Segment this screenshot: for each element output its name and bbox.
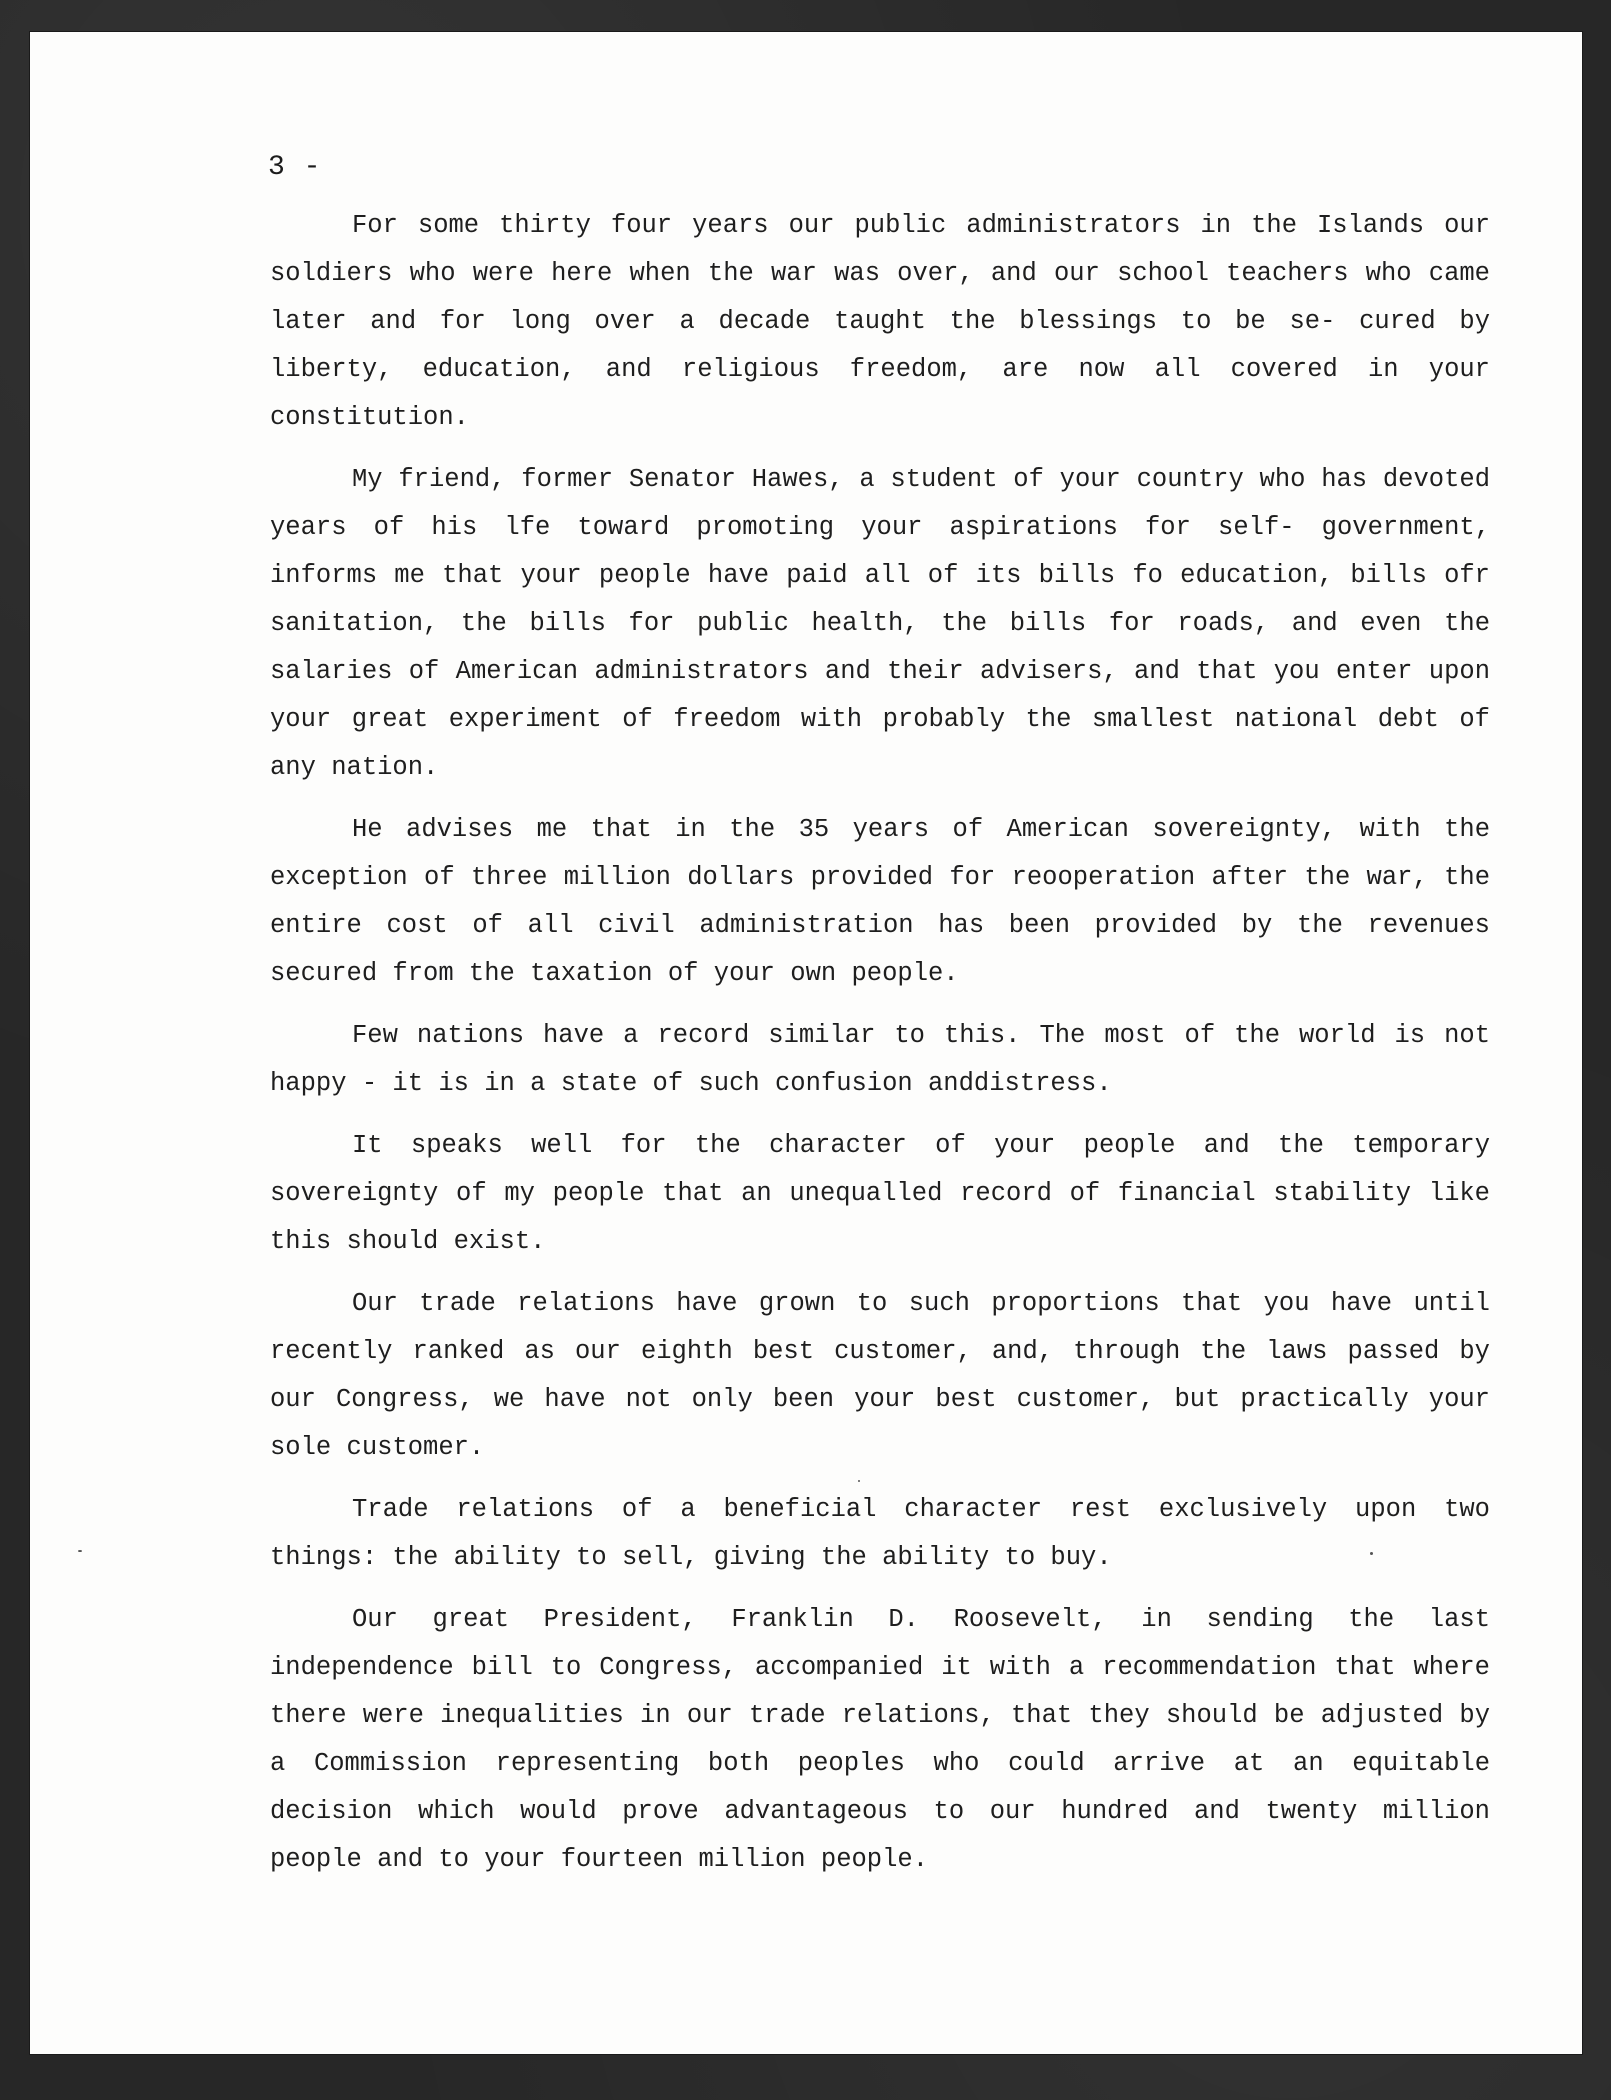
page-number: 3 - bbox=[268, 152, 322, 183]
paragraph-american-sovereignty: He advises me that in the 35 years of American sovereignty, with the exception of three million dollars provided for reooperation after the war, the entire cost of all civil administration has been provided by the revenues secured from the taxation of your own people. bbox=[270, 815, 1490, 988]
paragraph-senator-hawes: My friend, former Senator Hawes, a student of your country who has devoted years of his lfe toward promoting your aspirations for self- government, informs me that your people have paid all of its bills fo education, bills ofr sanitation, the bills for public health, the bills for roads, and even the salaries of American administrators and their advisers, and that you enter upon your great experiment of freedom with probably the smallest national debt of any nation. bbox=[270, 465, 1490, 782]
paragraph-roosevelt: Our great President, Franklin D. Roosevelt, in sending the last independence bill to Congress, accompanied it with a recommendation that where there were inequalities in our trade relations, that they should be adjusted by a Commission representing both peoples who could arrive at an equitable decision which would prove advantageous to our hundred and twenty million people and to your fourteen million people. bbox=[270, 1605, 1490, 1874]
scan-speck bbox=[858, 1480, 860, 1482]
paragraph-financial-stability: It speaks well for the character of your people and the temporary sovereignty of my people that an unequalled record of financial stability like this should exist. bbox=[270, 1131, 1490, 1256]
paragraph-beneficial-trade: Trade relations of a beneficial character rest exclusively upon two things: the ability to sell, giving the ability to buy. bbox=[270, 1495, 1490, 1572]
paragraph-few-nations: Few nations have a record similar to this. The most of the world is not happy - it is in a state of such confusion anddistress. bbox=[270, 1021, 1490, 1098]
document-page bbox=[30, 32, 1582, 2054]
scan-speck bbox=[78, 1550, 82, 1552]
scan-speck bbox=[1370, 1552, 1373, 1555]
paragraph-administrators: For some thirty four years our public administrators in the Islands our soldiers who were here when the war was over, and our school teachers who came later and for long over a decade taught the blessings to be se- cured by liberty, education, and religious freedom, are now all covered in your constitution. bbox=[270, 211, 1490, 432]
paragraph-trade-relations: Our trade relations have grown to such proportions that you have until recently ranked as our eighth best customer, and, through the laws passed by our Congress, we have not only been your best customer, but practically your sole customer. bbox=[270, 1289, 1490, 1462]
document-body bbox=[270, 202, 1490, 1898]
